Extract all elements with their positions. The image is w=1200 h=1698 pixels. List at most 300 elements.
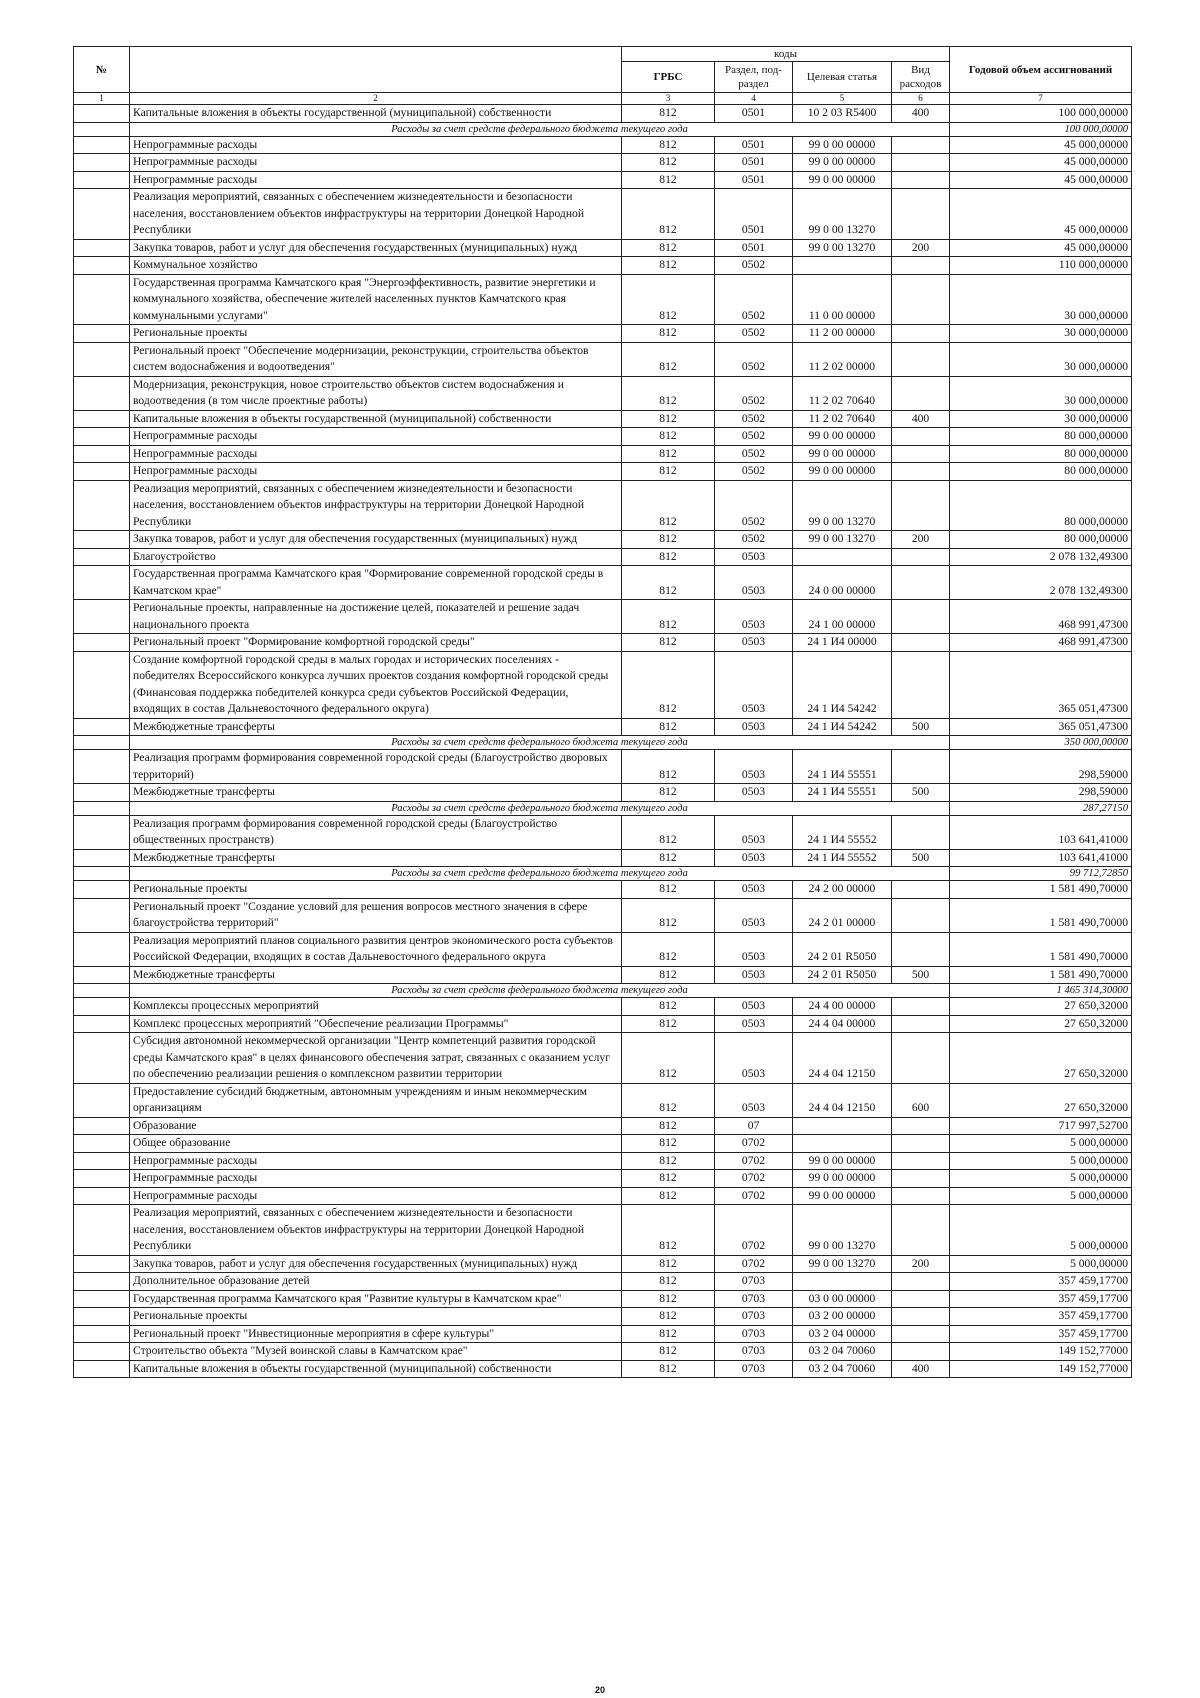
- row-razdel: 07: [715, 1117, 793, 1135]
- row-razdel: 0502: [715, 463, 793, 481]
- row-grbs: 812: [622, 1308, 715, 1326]
- row-target-article: 99 0 00 00000: [793, 171, 892, 189]
- row-name: Региональные проекты: [130, 881, 622, 899]
- row-grbs: 812: [622, 463, 715, 481]
- table-row: [74, 966, 1132, 984]
- row-number-cell: [74, 1343, 130, 1361]
- row-target-article: [793, 1117, 892, 1135]
- row-expense-type: [892, 274, 950, 325]
- row-number-cell: [74, 428, 130, 446]
- row-grbs: 812: [622, 898, 715, 932]
- row-razdel: 0501: [715, 136, 793, 154]
- row-grbs: 812: [622, 171, 715, 189]
- row-amount: 80 000,00000: [950, 480, 1132, 531]
- row-grbs: 812: [622, 239, 715, 257]
- row-amount: 298,59000: [950, 784, 1132, 802]
- header-razdel: Раздел, под-раздел: [715, 62, 793, 93]
- row-number-cell: [74, 1290, 130, 1308]
- table-row: [74, 566, 1132, 600]
- row-number-cell: [74, 1033, 130, 1084]
- row-razdel: 0703: [715, 1273, 793, 1291]
- row-number-cell: [74, 239, 130, 257]
- federal-budget-row: [74, 984, 1132, 998]
- row-expense-type: 200: [892, 1255, 950, 1273]
- row-expense-type: 400: [892, 410, 950, 428]
- row-expense-type: [892, 750, 950, 784]
- row-amount: 350 000,00000: [950, 736, 1132, 750]
- row-grbs: 812: [622, 1360, 715, 1378]
- row-razdel: 0502: [715, 325, 793, 343]
- table-row: [74, 1187, 1132, 1205]
- row-number-cell: [74, 325, 130, 343]
- row-amount: 30 000,00000: [950, 376, 1132, 410]
- row-name: Непрограммные расходы: [130, 1187, 622, 1205]
- row-number-cell: [74, 105, 130, 123]
- row-number-cell: [74, 1083, 130, 1117]
- row-grbs: 812: [622, 274, 715, 325]
- row-name: Межбюджетные трансферты: [130, 718, 622, 736]
- row-target-article: [793, 1135, 892, 1153]
- row-razdel: 0703: [715, 1290, 793, 1308]
- row-target-article: 24 4 04 00000: [793, 1015, 892, 1033]
- row-razdel: 0503: [715, 651, 793, 718]
- row-target-article: [793, 257, 892, 275]
- row-grbs: 812: [622, 376, 715, 410]
- row-target-article: 99 0 00 00000: [793, 1187, 892, 1205]
- row-amount: 110 000,00000: [950, 257, 1132, 275]
- row-number-cell: [74, 1187, 130, 1205]
- row-name: Государственная программа Камчатского края "Формирование современной городской среды в Камчатском крае": [130, 566, 622, 600]
- table-row: [74, 815, 1132, 849]
- row-amount: 27 650,32000: [950, 1015, 1132, 1033]
- table-row: [74, 1308, 1132, 1326]
- row-number-cell: [74, 1308, 130, 1326]
- row-grbs: 812: [622, 651, 715, 718]
- row-amount: 45 000,00000: [950, 136, 1132, 154]
- table-row: [74, 136, 1132, 154]
- row-name: Непрограммные расходы: [130, 154, 622, 172]
- row-amount: 287,27150: [950, 801, 1132, 815]
- row-name: Государственная программа Камчатского края "Развитие культуры в Камчатском крае": [130, 1290, 622, 1308]
- table-row: [74, 898, 1132, 932]
- row-amount: 30 000,00000: [950, 274, 1132, 325]
- column-index: 7: [950, 93, 1132, 105]
- row-grbs: 812: [622, 1290, 715, 1308]
- row-amount: 298,59000: [950, 750, 1132, 784]
- row-target-article: 03 2 04 70060: [793, 1360, 892, 1378]
- row-razdel: 0502: [715, 445, 793, 463]
- row-amount: 5 000,00000: [950, 1152, 1132, 1170]
- row-amount: 149 152,77000: [950, 1360, 1132, 1378]
- row-target-article: 24 1 И4 55551: [793, 784, 892, 802]
- row-number-cell: [74, 881, 130, 899]
- table-row: [74, 651, 1132, 718]
- row-expense-type: [892, 815, 950, 849]
- column-index: 6: [892, 93, 950, 105]
- row-target-article: 24 1 И4 00000: [793, 634, 892, 652]
- row-amount: 45 000,00000: [950, 154, 1132, 172]
- table-row: [74, 1290, 1132, 1308]
- row-target-article: 11 2 02 00000: [793, 342, 892, 376]
- row-amount: 5 000,00000: [950, 1170, 1132, 1188]
- row-number-cell: [74, 849, 130, 867]
- row-target-article: 99 0 00 00000: [793, 428, 892, 446]
- row-amount: 1 581 490,70000: [950, 881, 1132, 899]
- header-number: №: [74, 47, 130, 93]
- row-expense-type: [892, 1205, 950, 1256]
- row-grbs: 812: [622, 531, 715, 549]
- row-razdel: 0503: [715, 600, 793, 634]
- row-name: Реализация программ формирования современной городской среды (Благоустройство дворовых территорий): [130, 750, 622, 784]
- row-number-cell: [74, 171, 130, 189]
- row-number-cell: [74, 1152, 130, 1170]
- table-row: [74, 1152, 1132, 1170]
- header-name: [130, 47, 622, 93]
- row-razdel: 0501: [715, 105, 793, 123]
- table-row: [74, 1015, 1132, 1033]
- row-expense-type: [892, 1343, 950, 1361]
- header-target-article: Целевая статья: [793, 62, 892, 93]
- row-number-cell: [74, 274, 130, 325]
- row-amount: 5 000,00000: [950, 1205, 1132, 1256]
- row-grbs: 812: [622, 718, 715, 736]
- row-target-article: 10 2 03 R5400: [793, 105, 892, 123]
- row-razdel: 0703: [715, 1343, 793, 1361]
- row-number-cell: [74, 998, 130, 1016]
- table-row: [74, 274, 1132, 325]
- table-row: [74, 1083, 1132, 1117]
- row-expense-type: [892, 634, 950, 652]
- row-name: Строительство объекта "Музей воинской славы в Камчатском крае": [130, 1343, 622, 1361]
- row-name: Реализация программ формирования современной городской среды (Благоустройство общественных пространств): [130, 815, 622, 849]
- row-name: Межбюджетные трансферты: [130, 849, 622, 867]
- row-target-article: 99 0 00 13270: [793, 1255, 892, 1273]
- table-row: [74, 239, 1132, 257]
- federal-budget-row: [74, 867, 1132, 881]
- row-expense-type: [892, 480, 950, 531]
- table-row: [74, 600, 1132, 634]
- row-number-cell: [74, 531, 130, 549]
- row-razdel: 0503: [715, 815, 793, 849]
- table-row: [74, 531, 1132, 549]
- row-expense-type: [892, 342, 950, 376]
- row-amount: 5 000,00000: [950, 1135, 1132, 1153]
- row-grbs: 812: [622, 136, 715, 154]
- row-target-article: 99 0 00 00000: [793, 136, 892, 154]
- table-row: [74, 784, 1132, 802]
- row-number-cell: [74, 122, 130, 136]
- row-amount: 468 991,47300: [950, 634, 1132, 652]
- row-razdel: 0702: [715, 1135, 793, 1153]
- row-number-cell: [74, 736, 130, 750]
- row-name: Капитальные вложения в объекты государственной (муниципальной) собственности: [130, 1360, 622, 1378]
- row-grbs: 812: [622, 480, 715, 531]
- page-number: 20: [594, 1685, 605, 1695]
- row-name: Капитальные вложения в объекты государственной (муниципальной) собственности: [130, 105, 622, 123]
- row-number-cell: [74, 342, 130, 376]
- row-expense-type: [892, 171, 950, 189]
- row-name: Модернизация, реконструкция, новое строительство объектов систем водоснабжения и водоотведения (в том числе проектные работы): [130, 376, 622, 410]
- row-razdel: 0502: [715, 531, 793, 549]
- row-expense-type: [892, 376, 950, 410]
- table-row: [74, 445, 1132, 463]
- row-name: Непрограммные расходы: [130, 463, 622, 481]
- row-target-article: 24 1 И4 54242: [793, 651, 892, 718]
- federal-budget-note: Расходы за счет средств федерального бюджета текущего года: [130, 801, 950, 815]
- row-target-article: 03 2 00 00000: [793, 1308, 892, 1326]
- row-amount: 103 641,41000: [950, 849, 1132, 867]
- row-grbs: 812: [622, 1033, 715, 1084]
- row-amount: 103 641,41000: [950, 815, 1132, 849]
- row-grbs: 812: [622, 1083, 715, 1117]
- row-name: Непрограммные расходы: [130, 136, 622, 154]
- row-name: Благоустройство: [130, 548, 622, 566]
- row-razdel: 0503: [715, 750, 793, 784]
- row-number-cell: [74, 1015, 130, 1033]
- row-name: Закупка товаров, работ и услуг для обеспечения государственных (муниципальных) нужд: [130, 239, 622, 257]
- row-number-cell: [74, 651, 130, 718]
- row-expense-type: [892, 548, 950, 566]
- row-number-cell: [74, 984, 130, 998]
- row-target-article: 11 2 02 70640: [793, 410, 892, 428]
- row-name: Закупка товаров, работ и услуг для обеспечения государственных (муниципальных) нужд: [130, 531, 622, 549]
- row-grbs: 812: [622, 548, 715, 566]
- row-number-cell: [74, 932, 130, 966]
- row-target-article: 03 2 04 70060: [793, 1343, 892, 1361]
- row-number-cell: [74, 1360, 130, 1378]
- row-grbs: 812: [622, 932, 715, 966]
- table-row: [74, 750, 1132, 784]
- federal-budget-note: Расходы за счет средств федерального бюджета текущего года: [130, 736, 950, 750]
- row-expense-type: [892, 1325, 950, 1343]
- row-grbs: 812: [622, 257, 715, 275]
- table-row: [74, 998, 1132, 1016]
- row-expense-type: [892, 463, 950, 481]
- row-name: Региональные проекты: [130, 1308, 622, 1326]
- row-amount: 100 000,00000: [950, 122, 1132, 136]
- row-name: Межбюджетные трансферты: [130, 966, 622, 984]
- row-name: Реализация мероприятий, связанных с обеспечением жизнедеятельности и безопасности населения, восстановлением объектов инфраструктуры на территории Донецкой Народной Республики: [130, 189, 622, 240]
- row-name: Комплекс процессных мероприятий "Обеспечение реализации Программы": [130, 1015, 622, 1033]
- row-name: Закупка товаров, работ и услуг для обеспечения государственных (муниципальных) нужд: [130, 1255, 622, 1273]
- row-grbs: 812: [622, 1205, 715, 1256]
- row-grbs: 812: [622, 189, 715, 240]
- table-row: [74, 463, 1132, 481]
- row-amount: 5 000,00000: [950, 1187, 1132, 1205]
- row-razdel: 0503: [715, 881, 793, 899]
- row-amount: 45 000,00000: [950, 239, 1132, 257]
- row-number-cell: [74, 445, 130, 463]
- row-number-cell: [74, 463, 130, 481]
- row-expense-type: [892, 1170, 950, 1188]
- row-grbs: 812: [622, 849, 715, 867]
- federal-budget-note: Расходы за счет средств федерального бюджета текущего года: [130, 122, 950, 136]
- row-name: Капитальные вложения в объекты государственной (муниципальной) собственности: [130, 410, 622, 428]
- row-expense-type: [892, 1290, 950, 1308]
- column-index-row: [74, 93, 1132, 105]
- table-row: [74, 376, 1132, 410]
- row-amount: 30 000,00000: [950, 342, 1132, 376]
- row-target-article: 24 1 И4 55552: [793, 849, 892, 867]
- row-amount: 80 000,00000: [950, 428, 1132, 446]
- row-expense-type: [892, 1152, 950, 1170]
- row-razdel: 0502: [715, 257, 793, 275]
- row-expense-type: [892, 600, 950, 634]
- row-name: Реализация мероприятий, связанных с обеспечением жизнедеятельности и безопасности населения, восстановлением объектов инфраструктуры на территории Донецкой Народной Республики: [130, 480, 622, 531]
- row-number-cell: [74, 634, 130, 652]
- budget-table-sheet: [73, 46, 1131, 1378]
- row-number-cell: [74, 548, 130, 566]
- table-row: [74, 1135, 1132, 1153]
- row-name: Общее образование: [130, 1135, 622, 1153]
- row-target-article: 24 2 01 R5050: [793, 966, 892, 984]
- row-amount: 5 000,00000: [950, 1255, 1132, 1273]
- federal-budget-note: Расходы за счет средств федерального бюджета текущего года: [130, 984, 950, 998]
- row-expense-type: [892, 1033, 950, 1084]
- row-amount: 1 465 314,30000: [950, 984, 1132, 998]
- row-amount: 80 000,00000: [950, 531, 1132, 549]
- table-row: [74, 410, 1132, 428]
- row-number-cell: [74, 189, 130, 240]
- column-index: 3: [622, 93, 715, 105]
- row-expense-type: [892, 1117, 950, 1135]
- row-amount: 357 459,17700: [950, 1273, 1132, 1291]
- row-expense-type: [892, 445, 950, 463]
- row-target-article: 11 2 02 70640: [793, 376, 892, 410]
- row-amount: 27 650,32000: [950, 1033, 1132, 1084]
- row-expense-type: [892, 136, 950, 154]
- row-name: Предоставление субсидий бюджетным, автономным учреждениям и иным некоммерческим организациям: [130, 1083, 622, 1117]
- table-row: [74, 257, 1132, 275]
- row-razdel: 0503: [715, 966, 793, 984]
- table-row: [74, 1117, 1132, 1135]
- table-row: [74, 1273, 1132, 1291]
- row-target-article: 24 1 И4 54242: [793, 718, 892, 736]
- row-expense-type: [892, 1273, 950, 1291]
- row-amount: 30 000,00000: [950, 325, 1132, 343]
- row-razdel: 0703: [715, 1360, 793, 1378]
- row-name: Региональный проект "Создание условий для решения вопросов местного значения в сфере благоустройства территорий": [130, 898, 622, 932]
- row-number-cell: [74, 1255, 130, 1273]
- row-razdel: 0503: [715, 1015, 793, 1033]
- row-name: Комплексы процессных мероприятий: [130, 998, 622, 1016]
- row-amount: 27 650,32000: [950, 1083, 1132, 1117]
- row-grbs: 812: [622, 815, 715, 849]
- row-target-article: 99 0 00 00000: [793, 445, 892, 463]
- row-target-article: 11 0 00 00000: [793, 274, 892, 325]
- row-razdel: 0501: [715, 189, 793, 240]
- table-row: [74, 718, 1132, 736]
- table-row: [74, 1255, 1132, 1273]
- table-row: [74, 932, 1132, 966]
- row-target-article: [793, 548, 892, 566]
- table-row: [74, 1360, 1132, 1378]
- row-number-cell: [74, 1273, 130, 1291]
- row-expense-type: [892, 154, 950, 172]
- row-name: Государственная программа Камчатского края "Энергоэффективность, развитие энергетики и коммунального хозяйства, обеспечение жителей населенных пунктов Камчатского края коммунальными услугами": [130, 274, 622, 325]
- row-grbs: 812: [622, 325, 715, 343]
- header-grbs: ГРБС: [622, 62, 715, 93]
- table-row: [74, 849, 1132, 867]
- row-number-cell: [74, 1117, 130, 1135]
- row-expense-type: 500: [892, 849, 950, 867]
- row-amount: 1 581 490,70000: [950, 966, 1132, 984]
- row-name: Непрограммные расходы: [130, 1152, 622, 1170]
- row-razdel: 0503: [715, 566, 793, 600]
- row-name: Непрограммные расходы: [130, 171, 622, 189]
- row-number-cell: [74, 136, 130, 154]
- row-name: Создание комфортной городской среды в малых городах и исторических поселениях - победителях Всероссийского конкурса лучших проектов создания комфортной городской среды (Финансовая поддержка победителей конкурса среди субъектов Российской Федерации, входящих в состав Дальневосточного федерального округа): [130, 651, 622, 718]
- row-target-article: 99 0 00 13270: [793, 239, 892, 257]
- row-grbs: 812: [622, 998, 715, 1016]
- header-codes: коды: [622, 47, 950, 62]
- row-name: Реализация мероприятий планов социального развития центров экономического роста субъектов Российской Федерации, входящих в состав Дальневосточного федерального округа: [130, 932, 622, 966]
- header-expense-type: Вид расходов: [892, 62, 950, 93]
- row-expense-type: [892, 932, 950, 966]
- row-amount: 717 997,52700: [950, 1117, 1132, 1135]
- row-target-article: 24 4 04 12150: [793, 1083, 892, 1117]
- column-index: 4: [715, 93, 793, 105]
- row-grbs: 812: [622, 566, 715, 600]
- row-amount: 27 650,32000: [950, 998, 1132, 1016]
- row-razdel: 0502: [715, 274, 793, 325]
- row-razdel: 0503: [715, 1083, 793, 1117]
- row-grbs: 812: [622, 105, 715, 123]
- row-name: Непрограммные расходы: [130, 428, 622, 446]
- row-name: Межбюджетные трансферты: [130, 784, 622, 802]
- row-razdel: 0503: [715, 849, 793, 867]
- row-razdel: 0702: [715, 1255, 793, 1273]
- row-grbs: 812: [622, 1015, 715, 1033]
- row-expense-type: [892, 881, 950, 899]
- row-razdel: 0502: [715, 480, 793, 531]
- row-number-cell: [74, 784, 130, 802]
- row-grbs: 812: [622, 1343, 715, 1361]
- row-name: Региональный проект "Формирование комфортной городской среды": [130, 634, 622, 652]
- row-razdel: 0502: [715, 428, 793, 446]
- row-name: Дополнительное образование детей: [130, 1273, 622, 1291]
- row-expense-type: [892, 257, 950, 275]
- table-row: [74, 428, 1132, 446]
- row-number-cell: [74, 410, 130, 428]
- row-grbs: 812: [622, 154, 715, 172]
- row-grbs: 812: [622, 410, 715, 428]
- row-name: Субсидия автономной некоммерческой организации "Центр компетенций развития городской среды Камчатского края" в целях финансового обеспечения затрат, связанных с оказанием услуг по обеспечению реализации решения о комплексном развитии территории: [130, 1033, 622, 1084]
- table-row: [74, 105, 1132, 123]
- row-target-article: 24 0 00 00000: [793, 566, 892, 600]
- table-body: [74, 105, 1132, 1378]
- table-row: [74, 1205, 1132, 1256]
- row-amount: 2 078 132,49300: [950, 566, 1132, 600]
- row-name: Реализация мероприятий, связанных с обеспечением жизнедеятельности и безопасности населения, восстановлением объектов инфраструктуры на территории Донецкой Народной Республики: [130, 1205, 622, 1256]
- row-expense-type: 400: [892, 1360, 950, 1378]
- row-number-cell: [74, 480, 130, 531]
- row-name: Непрограммные расходы: [130, 1170, 622, 1188]
- row-name: Региональные проекты: [130, 325, 622, 343]
- row-grbs: 812: [622, 1187, 715, 1205]
- row-razdel: 0702: [715, 1205, 793, 1256]
- row-amount: 1 581 490,70000: [950, 898, 1132, 932]
- column-index: 5: [793, 93, 892, 105]
- row-target-article: 99 0 00 13270: [793, 531, 892, 549]
- row-amount: 80 000,00000: [950, 463, 1132, 481]
- row-grbs: 812: [622, 966, 715, 984]
- row-amount: 80 000,00000: [950, 445, 1132, 463]
- budget-allocation-table: [73, 46, 1132, 1378]
- row-razdel: 0502: [715, 376, 793, 410]
- row-grbs: 812: [622, 1170, 715, 1188]
- row-name: Образование: [130, 1117, 622, 1135]
